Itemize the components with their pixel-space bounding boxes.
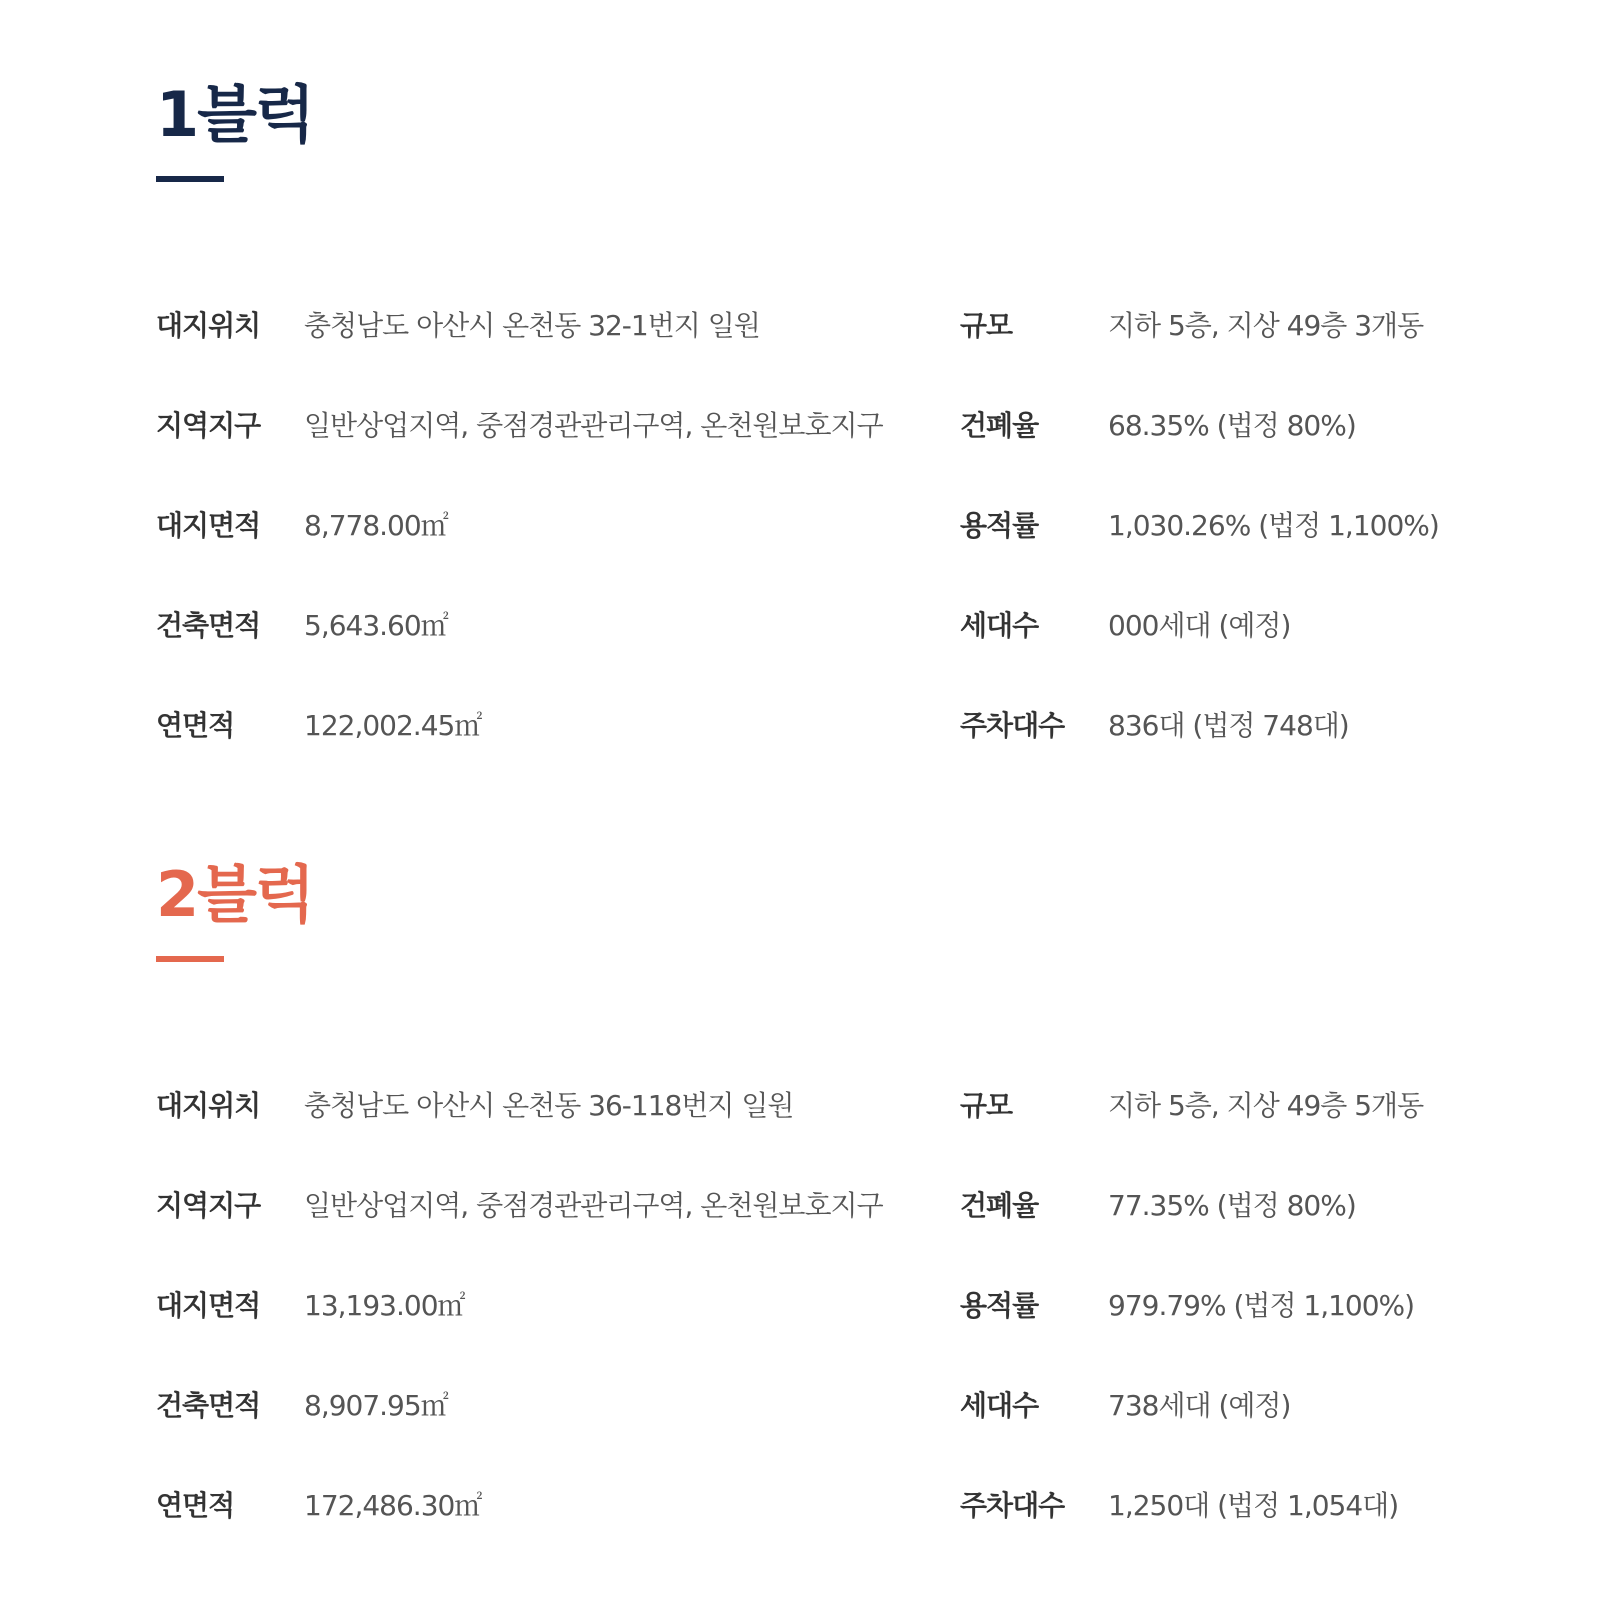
info-label: 규모 <box>960 1089 1013 1122</box>
info-value: 738세대 (예정) <box>1108 1389 1291 1422</box>
info-label: 용적률 <box>960 1289 1039 1322</box>
info-label: 세대수 <box>960 609 1039 642</box>
info-row-zoning <box>156 374 956 474</box>
info-value: 5,643.60㎡ <box>304 609 448 642</box>
info-value: 충청남도 아산시 온천동 36-118번지 일원 <box>304 1089 794 1122</box>
info-value: 77.35% (법정 80%) <box>1108 1189 1356 1222</box>
info-value: 68.35% (법정 80%) <box>1108 409 1356 442</box>
info-label: 건축면적 <box>156 1389 261 1422</box>
info-row-coverage-ratio <box>960 1154 1446 1254</box>
info-row-floor-area-ratio <box>960 474 1446 574</box>
block-1-title: 1블럭 <box>156 78 313 151</box>
info-value: 979.79% (법정 1,100%) <box>1108 1289 1415 1322</box>
info-label: 주차대수 <box>960 709 1065 742</box>
info-label: 지역지구 <box>156 409 261 442</box>
info-row-households <box>960 1354 1446 1454</box>
info-row-coverage-ratio <box>960 374 1446 474</box>
block-2-info-grid <box>156 1054 1446 1554</box>
info-value: 지하 5층, 지상 49층 5개동 <box>1108 1089 1424 1122</box>
info-value: 일반상업지역, 중점경관관리구역, 온천원보호지구 <box>304 409 883 442</box>
info-label: 건폐율 <box>960 1189 1039 1222</box>
block-1-section <box>156 78 1446 774</box>
info-row-households <box>960 574 1446 674</box>
info-value: 13,193.00㎡ <box>304 1289 465 1322</box>
info-label: 지역지구 <box>156 1189 261 1222</box>
block-2-left-column <box>156 1054 956 1554</box>
info-row-zoning <box>156 1154 956 1254</box>
info-value: 836대 (법정 748대) <box>1108 709 1349 742</box>
block-1-title-underline <box>156 176 224 182</box>
info-label: 건폐율 <box>960 409 1039 442</box>
info-label: 용적률 <box>960 509 1039 542</box>
info-value: 122,002.45㎡ <box>304 709 482 742</box>
block-2-section <box>156 858 1446 1554</box>
info-value: 1,030.26% (법정 1,100%) <box>1108 509 1439 542</box>
block-1-right-column <box>960 274 1446 774</box>
info-label: 대지위치 <box>156 1089 261 1122</box>
info-row-total-floor-area <box>156 674 956 774</box>
info-label: 연면적 <box>156 1489 235 1522</box>
info-value: 000세대 (예정) <box>1108 609 1291 642</box>
info-value: 1,250대 (법정 1,054대) <box>1108 1489 1399 1522</box>
info-row-building-area <box>156 1354 956 1454</box>
info-row-site-location <box>156 1054 956 1154</box>
info-row-building-area <box>156 574 956 674</box>
info-label: 대지위치 <box>156 309 261 342</box>
info-value: 충청남도 아산시 온천동 32-1번지 일원 <box>304 309 760 342</box>
info-value: 172,486.30㎡ <box>304 1489 482 1522</box>
info-label: 건축면적 <box>156 609 261 642</box>
info-row-total-floor-area <box>156 1454 956 1554</box>
info-label: 규모 <box>960 309 1013 342</box>
block-2-right-column <box>960 1054 1446 1554</box>
info-label: 주차대수 <box>960 1489 1065 1522</box>
info-label: 세대수 <box>960 1389 1039 1422</box>
info-value: 8,907.95㎡ <box>304 1389 448 1422</box>
info-row-site-area <box>156 1254 956 1354</box>
info-value: 일반상업지역, 중점경관관리구역, 온천원보호지구 <box>304 1189 883 1222</box>
info-row-scale <box>960 1054 1446 1154</box>
block-1-info-grid <box>156 274 1446 774</box>
info-label: 대지면적 <box>156 1289 261 1322</box>
info-value: 8,778.00㎡ <box>304 509 448 542</box>
info-row-site-location <box>156 274 956 374</box>
info-row-floor-area-ratio <box>960 1254 1446 1354</box>
info-label: 연면적 <box>156 709 235 742</box>
block-2-title-underline <box>156 956 224 962</box>
info-label: 대지면적 <box>156 509 261 542</box>
block-2-title: 2블럭 <box>156 858 313 931</box>
block-1-left-column <box>156 274 956 774</box>
info-row-parking <box>960 674 1446 774</box>
info-row-scale <box>960 274 1446 374</box>
info-value: 지하 5층, 지상 49층 3개동 <box>1108 309 1424 342</box>
info-row-site-area <box>156 474 956 574</box>
info-row-parking <box>960 1454 1446 1554</box>
